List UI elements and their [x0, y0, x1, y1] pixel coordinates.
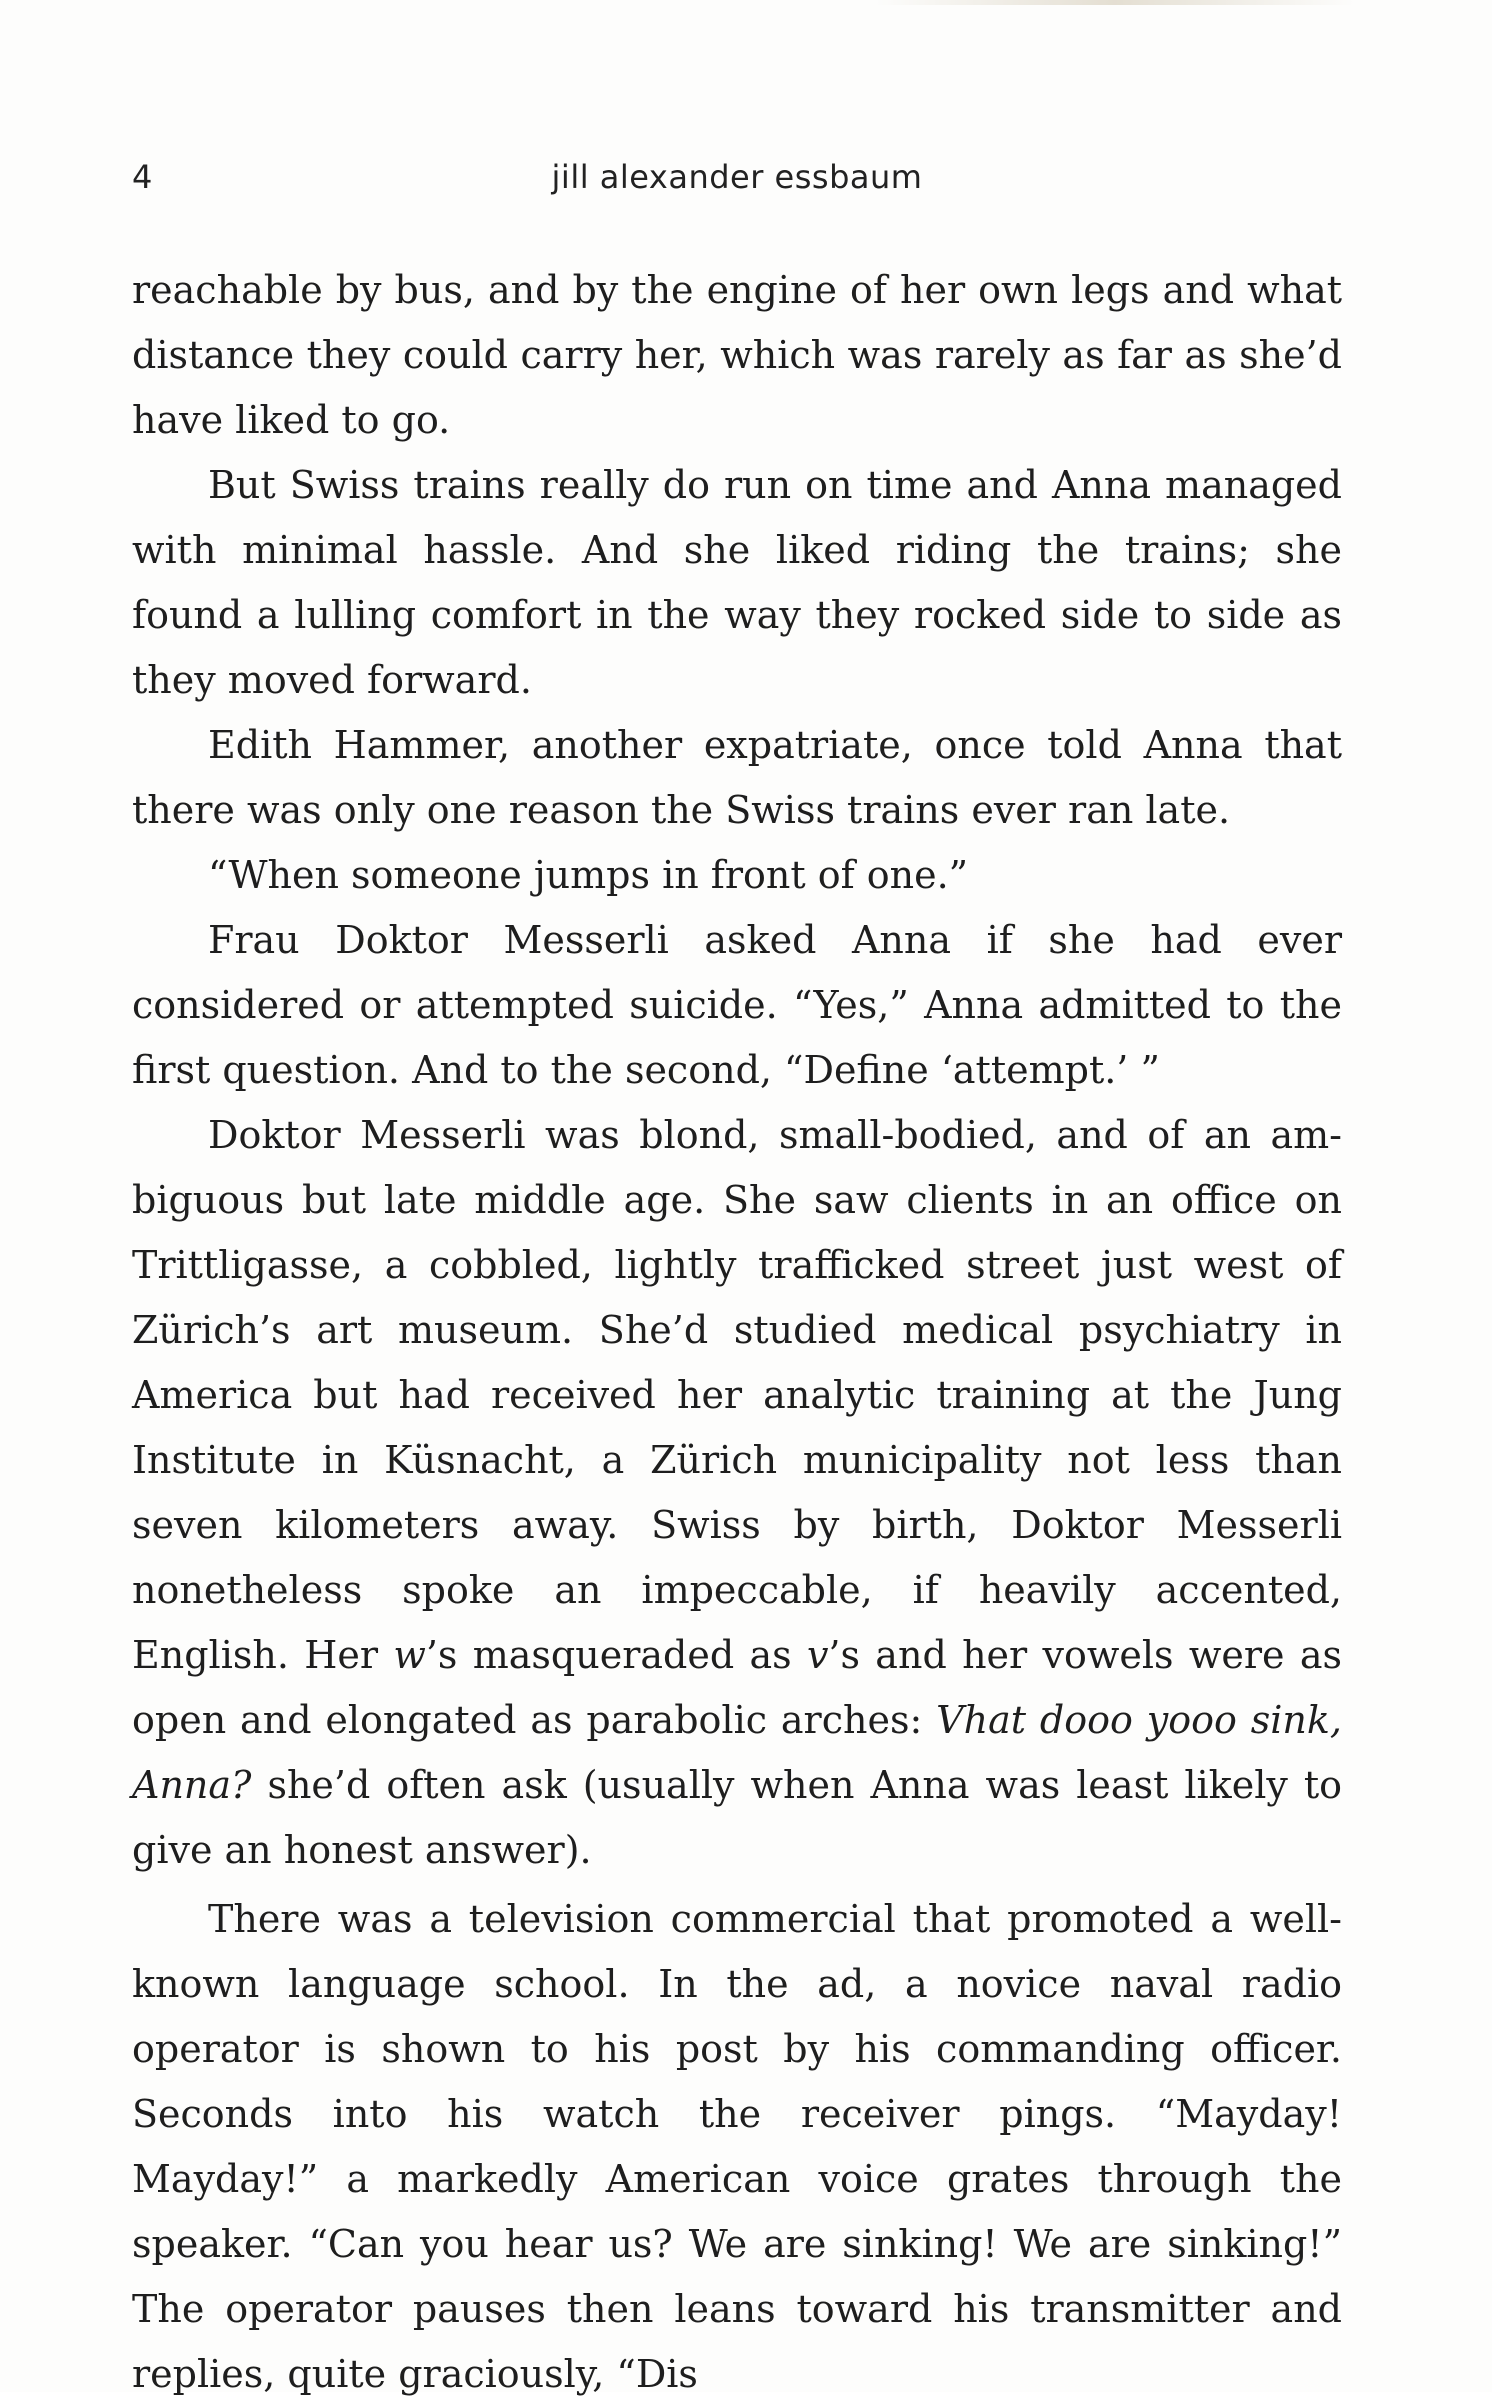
paragraph-4: “When someone jumps in front of one.”: [208, 853, 969, 897]
italic-w: w: [393, 1633, 426, 1677]
scan-edge-mark: [875, 0, 1355, 5]
paragraph-6-text-c: ’s and her vowels were as open and elongated as parabolic arches:: [132, 1633, 1342, 1742]
paragraph-2: But Swiss trains really do run on time and Anna managed with minimal hassle. And she liked riding the trains; she found a lulling comfort in the way they rocked side to side as they moved forward.: [132, 463, 1342, 702]
paragraph-7: There was a television commercial that promoted a well-known language school. In the ad, a novice naval radio operator is shown to his post by his commanding officer. Seconds into his watch the receiver pings. “Mayday! Mayday!” a markedly American voice grates through the speaker. “Can you hear us? We are sinking! We are sinking!” The operator pauses then leans toward his transmitter and replies, quite graciously, “Dis: [132, 1897, 1342, 2396]
paragraph-6-text-d: she’d often ask (usually when Anna was least likely to give an honest answer).: [132, 1763, 1342, 1872]
paragraph-6-text-a: Doktor Messerli was blond, small-bodied, and of an ambiguous but late middle age. She saw clients in an office on Trittligasse, a cobbled, lightly trafficked street just west of Zürich’s art museum. She’d studied medical psychiatry in America but had received her analytic training at the Jung Institute in Küsnacht, a Zürich municipality not less than seven kilometers away. Swiss by birth, Doktor Messerli nonetheless spoke an impeccable, if heavily accented, English. Her: [132, 1113, 1342, 1677]
body-text: [132, 258, 1342, 2407]
paragraph-1: reachable by bus, and by the engine of her own legs and what distance they could carry her, which was rarely as far as she’d have liked to go.: [132, 268, 1342, 442]
paragraph-3: Edith Hammer, another expatriate, once told Anna that there was only one reason the Swiss trains ever ran late.: [132, 723, 1342, 832]
italic-v: v: [806, 1633, 829, 1677]
paragraph-6: [132, 1103, 1342, 1883]
page-number: 4: [132, 158, 153, 196]
page-header: [132, 158, 1342, 206]
italic-quote: Vhat dooo yooo sink, Anna?: [132, 1698, 1342, 1807]
running-head: jill alexander essbaum: [551, 158, 923, 196]
paragraph-5: Frau Doktor Messerli asked Anna if she had ever considered or attempted suicide. “Yes,” Anna admitted to the first question. And to the second, “Define ‘attempt.’ ”: [132, 918, 1342, 1092]
paragraph-6-text-b: ’s masqueraded as: [425, 1633, 807, 1677]
